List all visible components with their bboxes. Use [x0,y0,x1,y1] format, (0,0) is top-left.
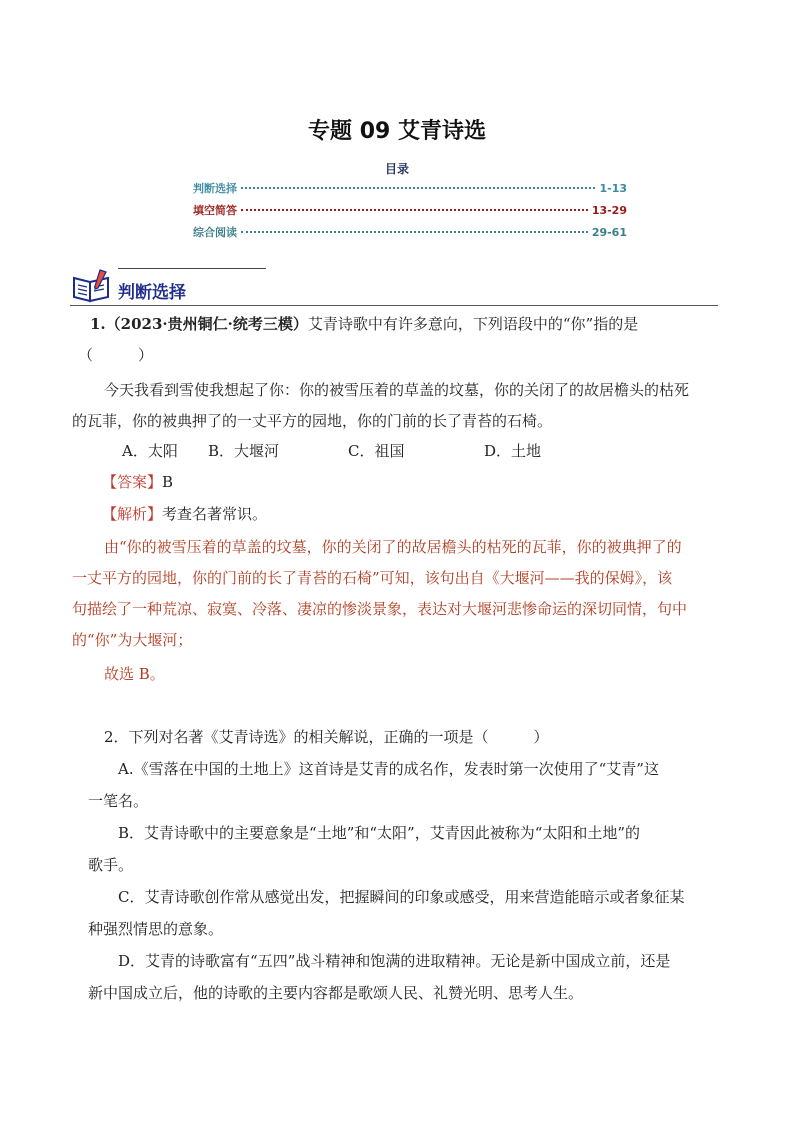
q2-option-d-cont: 新中国成立后，他的诗歌的主要内容都是歌颂人民、礼赞光明、思考人生。 [88,984,584,1002]
q2-option-c-cont: 种强烈情思的意象。 [88,920,224,938]
toc-heading: 目录 [384,162,409,176]
q1-option-c: C．祖国 [348,442,405,460]
q1-source: 1.（2023·贵州铜仁·统考三模） [90,315,308,333]
toc-item-pages: 13-29 [591,204,627,217]
q1-explanation-line: 一丈平方的园地，你的门前的长了青苔的石椅”可知，该句出自《大堰河——我的保姆》，该 [72,569,673,587]
q1-option-d: D．土地 [484,442,542,460]
q2-option-b: B．艾青诗歌中的主要意象是“土地”和“太阳”，艾青因此被称为“太阳和土地”的 [118,824,641,842]
q2-option-a-cont: 一笔名。 [88,792,149,810]
q1-stem [90,309,638,340]
q1-passage-line: 的瓦菲，你的被典押了的一丈平方的园地，你的门前的长了青苔的石椅。 [72,412,553,430]
q1-answer-blank: （ ） [78,346,154,364]
q1-explanation-line: 句描绘了一种荒凉、寂寞、冷落、凄凉的惨淡景象，表达对大堰河悲惨命运的深切同情，句中 [72,600,688,618]
question-body [72,0,722,1123]
toc-item-label: 判断选择 [193,182,237,195]
q1-stem-text: 艾青诗歌中有许多意向，下列语段中的“你”指的是 [307,315,639,333]
toc-item-pages: 29-61 [591,226,627,239]
q1-option-a: A．太阳 [122,442,178,460]
q2-stem: 2．下列对名著《艾青诗选》的相关解说，正确的一项是（ ） [104,728,549,746]
q1-explanation-line: 的“你”为大堰河； [72,631,193,649]
q1-analysis [102,499,267,530]
section-title: 判断选择 [118,283,186,303]
answer-tag: 【答案】 [102,473,163,491]
analysis-text: 考查名著常识。 [162,505,268,523]
toc-item-pages: 1-13 [599,182,627,195]
q2-option-d: D．艾青的诗歌富有“五四”战斗精神和饱满的进取精神。无论是新中国成立前，还是 [118,952,671,970]
q2-option-b-cont: 歌手。 [88,856,134,874]
analysis-tag: 【解析】 [102,505,163,523]
toc-item-label: 综合阅读 [193,226,237,239]
answer-value: B [162,473,174,491]
q1-passage-line: 今天我看到雪使我想起了你：你的被雪压着的草盖的坟墓，你的关闭了的故居檐头的枯死 [104,381,690,399]
page-title: 专题 09 艾青诗选 [308,119,486,144]
q2-option-c: C．艾青诗歌创作常从感觉出发，把握瞬间的印象或感受，用来营造能暗示或者象征某 [118,888,685,906]
toc-item-label: 填空简答 [193,204,237,217]
q1-conclusion: 故选 B。 [104,665,165,683]
q2-option-a: A.《雪落在中国的土地上》这首诗是艾青的成名作，发表时第一次使用了“艾青”这 [118,760,659,778]
q1-answer [102,467,173,498]
q1-option-b: B．大堰河 [208,442,280,460]
q1-explanation-line: 由“你的被雪压着的草盖的坟墓，你的关闭了的故居檐头的枯死的瓦菲，你的被典押了的 [104,538,682,556]
